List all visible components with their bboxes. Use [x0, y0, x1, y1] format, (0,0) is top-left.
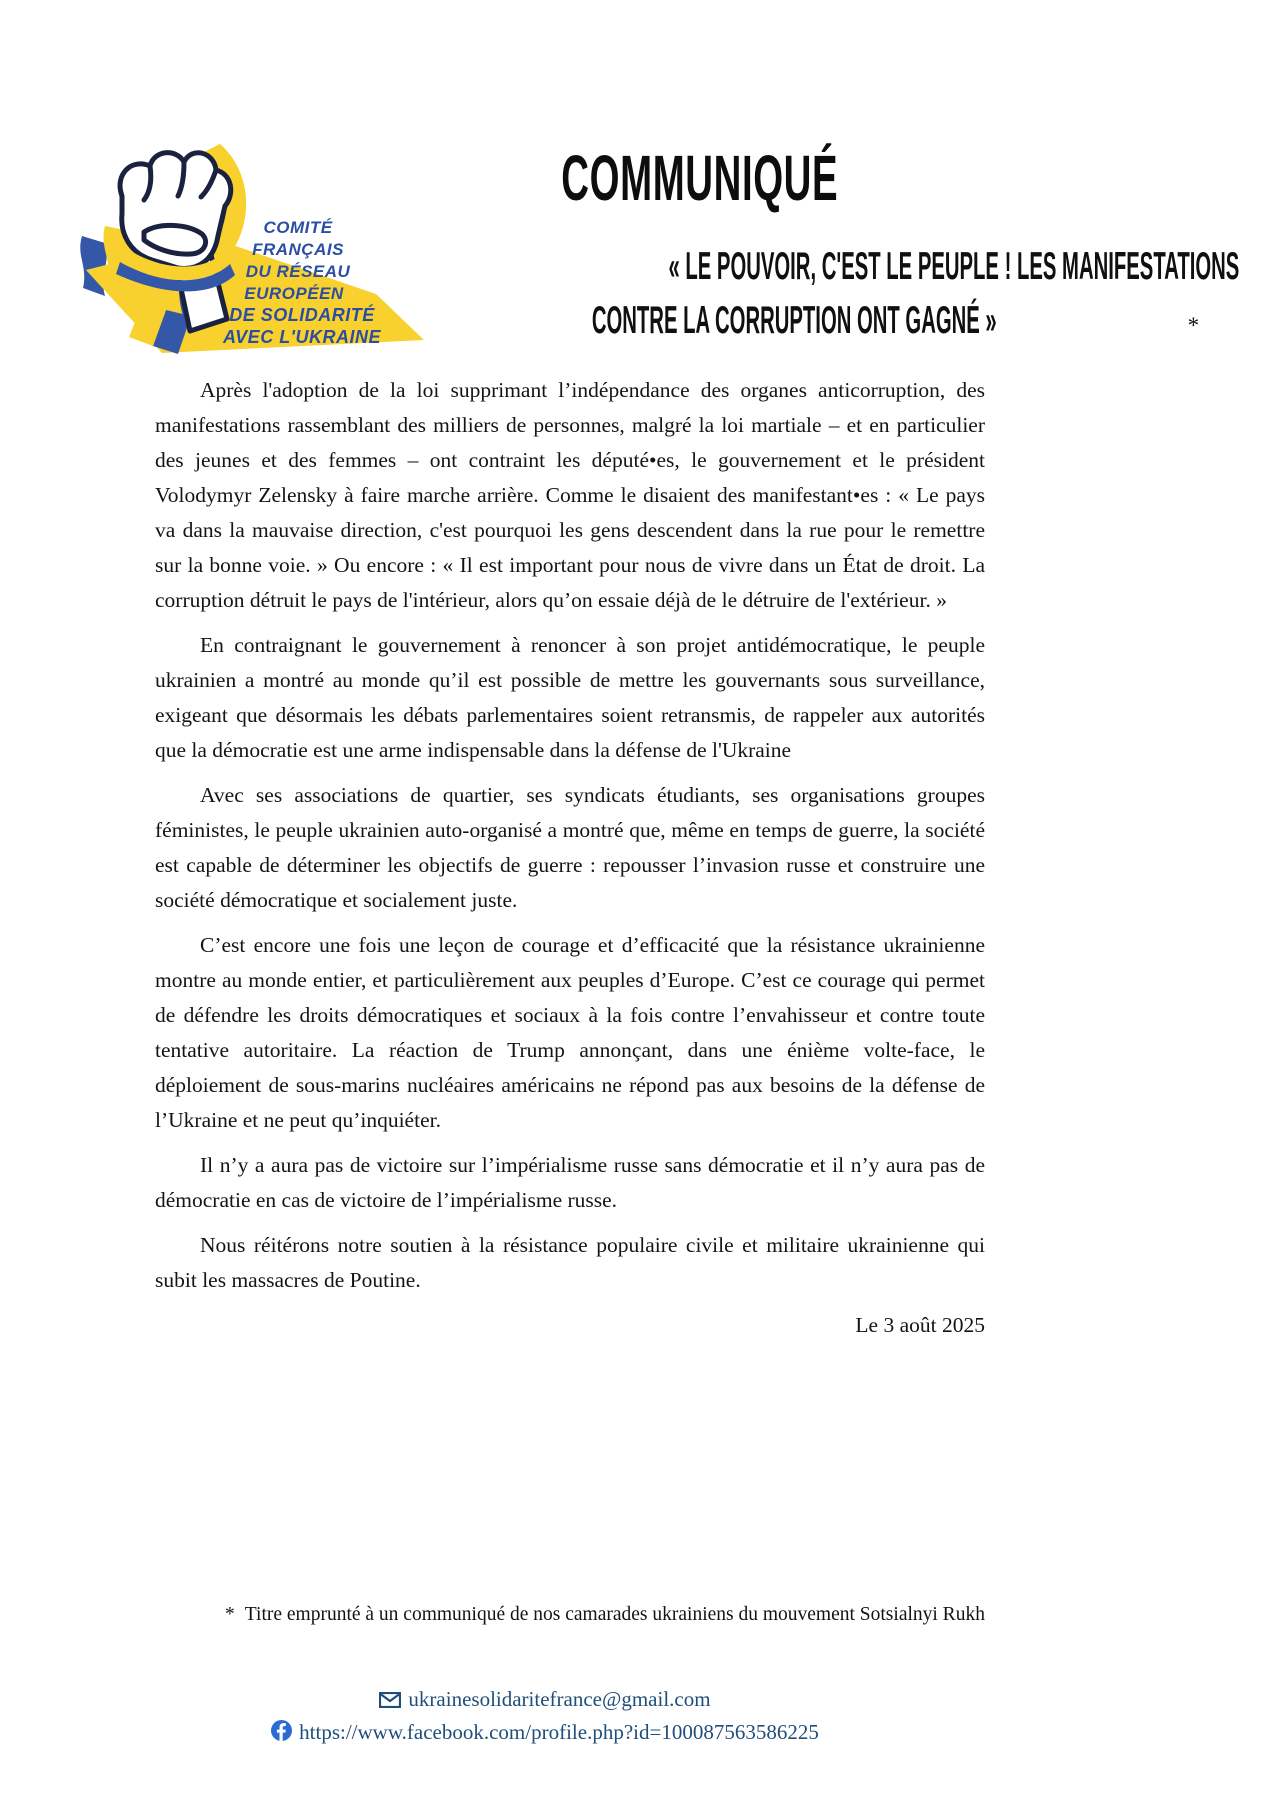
- communique-body: [155, 373, 985, 1353]
- contact-footer: [155, 1684, 935, 1750]
- paragraph-1: Après l'adoption de la loi supprimant l’indépendance des organes anticorruption, des manifestations rassemblant des milliers de personnes, malgré la loi martiale – et en particulier des jeunes et des femmes – ont contraint les député•es, le gouvernement et le président Volodymyr Zelensky à faire marche arrière. Comme le disaient des manifestant•es : « Le pays va dans la mauvaise direction, c'est pourquoi les gens descendent dans la rue pour le remettre sur la bonne voie. » Ou encore : « Il est important pour nous de vivre dans un État de droit. La corruption détruit le pays de l'intérieur, alors qu’on essaie déjà de le détruire de l'extérieur. »: [155, 378, 985, 612]
- paragraph-2: En contraignant le gouvernement à renoncer à son projet antidémocratique, le peuple ukrainien a montré au monde qu’il est possible de mettre les gouvernants sous surveillance, exigeant que désormais les débats parlementaires soient retransmis, de rappeler aux autorités que la démocratie est une arme indispensable dans la défense de l'Ukraine: [155, 633, 985, 762]
- subtitle-line-2: CONTRE LA CORRUPTION ONT GAGNÉ »: [591, 299, 997, 342]
- logo-line-francais: FRANÇAIS: [252, 240, 344, 259]
- date-line: Le 3 août 2025: [855, 1313, 985, 1337]
- paragraph-5: Il n’y a aura pas de victoire sur l’impérialisme russe sans démocratie et il n’y aura pas de démocratie en cas de victoire de l’impérialisme russe.: [155, 1153, 985, 1212]
- footnote-marker: *: [225, 1604, 235, 1625]
- facebook-row: [155, 1717, 935, 1750]
- footnote: [190, 1604, 1020, 1626]
- subtitle-asterisk: *: [1187, 313, 1200, 338]
- fist-ribbon-logo-graphic: [70, 136, 442, 364]
- document-subtitle: [405, 244, 1240, 352]
- subtitle-line-1: « LE POUVOIR, C'EST LE PEUPLE ! LES MANIFESTATIONS: [668, 245, 1240, 288]
- logo-line-avec-ukraine: AVEC L'UKRAINE: [223, 327, 381, 347]
- paragraph-3: Avec ses associations de quartier, ses syndicats étudiants, ses organisations groupes féministes, le peuple ukrainien auto-organisé a montré que, même en temps de guerre, la société est capable de déterminer les objectifs de guerre : repousser l’invasion russe et construire une société démocratique et socialement juste.: [155, 783, 985, 912]
- logo-line-de-solidarite: DE SOLIDARITÉ: [229, 305, 375, 325]
- logo-line-comite: COMITÉ: [263, 218, 333, 237]
- paragraph-4: C’est encore une fois une leçon de courage et d’efficacité que la résistance ukrainienne montre au monde entier, et particulièrement aux peuples d’Europe. C’est ce courage qui permet de défendre les droits démocratiques et sociaux à la fois contre l’envahisseur et contre toute tentative autoritaire. La réaction de Trump annonçant, dans une énième volte-face, le déploiement de sous-marins nucléaires américains ne répond pas aux besoins de la défense de l’Ukraine et ne peut qu’inquiéter.: [155, 933, 985, 1132]
- email-link[interactable]: ukrainesolidaritefrance@gmail.com: [408, 1687, 711, 1711]
- footnote-text: Titre emprunté à un communiqué de nos camarades ukrainiens du mouvement Sotsialnyi Rukh: [244, 1604, 985, 1625]
- facebook-icon: [271, 1719, 292, 1750]
- logo-line-du-reseau: DU RÉSEAU: [245, 262, 351, 281]
- logo-line-europeen: EUROPÉEN: [244, 284, 344, 303]
- envelope-icon: [379, 1686, 401, 1717]
- email-row: [155, 1684, 935, 1717]
- organization-logo: [70, 136, 442, 364]
- paragraph-6: Nous réitérons notre soutien à la résistance populaire civile et militaire ukrainienne qui subit les massacres de Poutine.: [155, 1233, 985, 1292]
- page-title: COMMUNIQUÉ: [561, 142, 839, 214]
- facebook-link[interactable]: https://www.facebook.com/profile.php?id=100087563586225: [299, 1720, 819, 1744]
